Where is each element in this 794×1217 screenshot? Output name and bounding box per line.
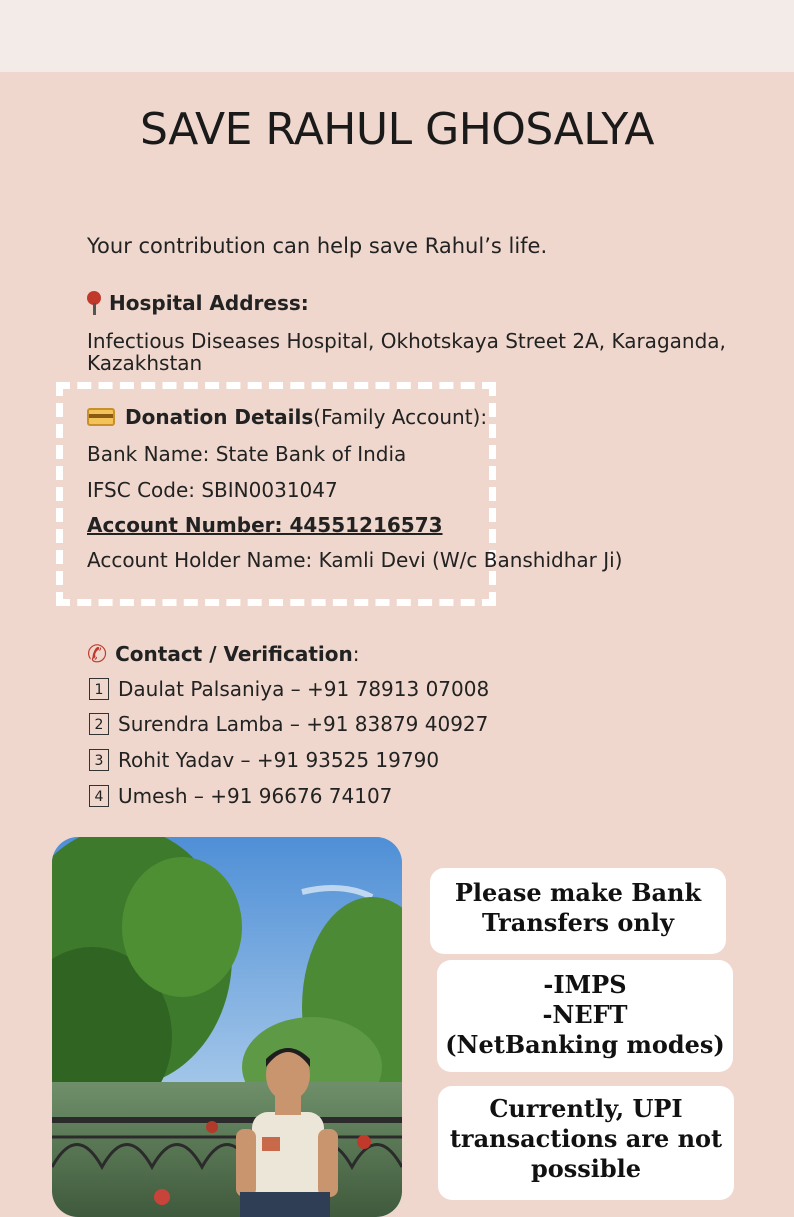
note-line: Please make Bank [454, 878, 702, 907]
contact-item [89, 677, 489, 701]
contact-text: Daulat Palsaniya – +91 78913 07008 [118, 677, 490, 701]
contact-text: Surendra Lamba – +91 83879 40927 [118, 712, 489, 736]
number-badge: 3 [89, 749, 109, 771]
hospital-address: Infectious Diseases Hospital, Okhotskaya Street 2A, Karaganda, Kazakhstan [87, 329, 726, 375]
pin-icon [87, 291, 101, 315]
bank-transfer-note [430, 868, 726, 954]
note-line: (NetBanking modes) [445, 1030, 725, 1059]
contact-heading-suffix: : [352, 642, 360, 666]
credit-card-icon [87, 408, 115, 426]
note-line: transactions are not [449, 1124, 723, 1153]
upi-note [438, 1086, 734, 1200]
photo-illustration [52, 837, 402, 1217]
note-line: -NEFT [542, 1000, 628, 1029]
account-holder: Account Holder Name: Kamli Devi (W/c Banshidhar Ji) [87, 548, 623, 572]
donation-heading-suffix: (Family Account): [313, 405, 488, 429]
contact-text: Umesh – +91 96676 74107 [118, 784, 393, 808]
note-line: Currently, UPI [489, 1094, 683, 1123]
note-line: Transfers only [482, 908, 674, 937]
contact-item [89, 748, 439, 772]
number-badge: 1 [89, 678, 109, 700]
note-line: possible [530, 1154, 642, 1183]
page-title: SAVE RAHUL GHOSALYA [140, 104, 654, 155]
intro-text: Your contribution can help save Rahul’s life. [87, 234, 548, 258]
note-line: -IMPS [543, 970, 627, 999]
contact-item [89, 712, 488, 736]
hospital-heading-label: Hospital Address: [109, 291, 309, 315]
bank-name: Bank Name: State Bank of India [87, 442, 407, 466]
donation-heading-label: Donation Details [125, 405, 314, 429]
payment-modes-note [437, 960, 733, 1072]
number-badge: 4 [89, 785, 109, 807]
ifsc-code: IFSC Code: SBIN0031047 [87, 478, 338, 502]
number-badge: 2 [89, 713, 109, 735]
account-number: Account Number: 44551216573 [87, 513, 443, 537]
contact-heading [87, 640, 359, 668]
top-bar [0, 0, 794, 72]
contact-text: Rohit Yadav – +91 93525 19790 [118, 748, 440, 772]
hospital-heading [87, 291, 309, 315]
telephone-icon: ✆ [87, 640, 108, 668]
contact-heading-label: Contact / Verification [115, 642, 353, 666]
rahul-photo [52, 837, 402, 1217]
donation-heading [87, 405, 487, 429]
contact-item [89, 784, 392, 808]
